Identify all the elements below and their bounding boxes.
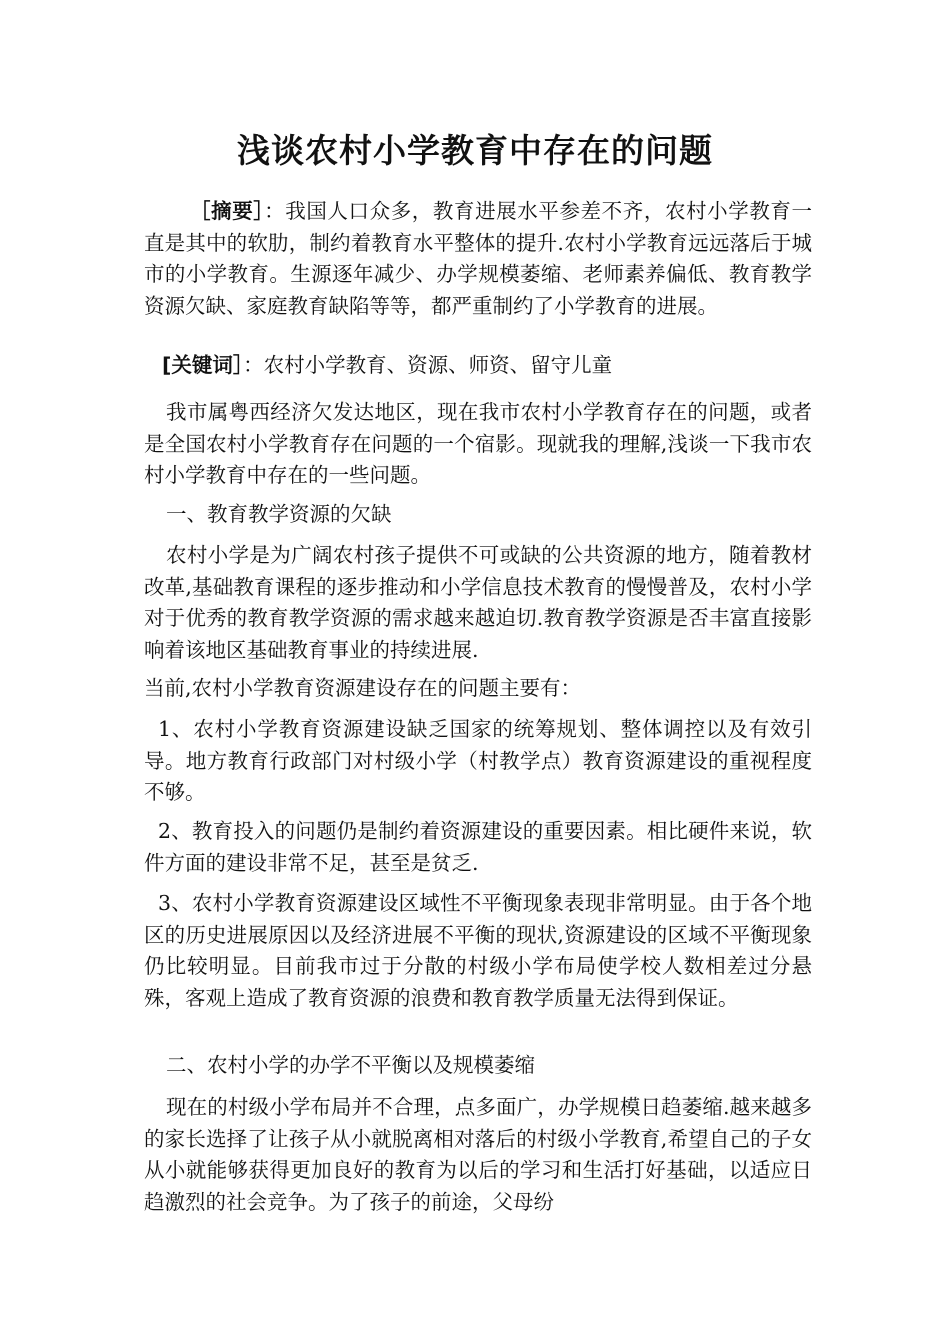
list-item-3: 3、农村小学教育资源建设区域性不平衡现象表现非常明显。由于各个地区的历史进展原因以及经济进展不平衡的现状,资源建设的区域不平衡现象仍比较明显。目前我市过于分散的村级小学布局使学校人数相差过分悬殊，客观上造成了教育资源的浪费和教育教学质量无法得到保证。 <box>144 891 812 1010</box>
intro-paragraph: 我市属粤西经济欠发达地区，现在我市农村小学教育存在的问题，或者是全国农村小学教育存在问题的一个宿影。现就我的理解,浅谈一下我市农村小学教育中存在的一些问题。 <box>144 400 812 487</box>
section-heading-1: 一、教育教学资源的欠缺 <box>166 502 392 526</box>
document-title: 浅谈农村小学教育中存在的问题 <box>237 131 713 170</box>
abstract-paragraph <box>144 196 812 322</box>
keywords-text: ：农村小学教育、资源、师资、留守儿童 <box>243 353 613 377</box>
body-paragraph: 现在的村级小学布局并不合理，点多面广，办学规模日趋萎缩.越来越多的家长选择了让孩子从小就脱离相对落后的村级小学教育,希望自己的子女从小就能够获得更加良好的教育为以后的学习和生活打好基础，以适应日趋激烈的社会竞争。为了孩子的前途，父母纷 <box>144 1095 812 1214</box>
keywords-label: [关键词］ <box>162 353 244 377</box>
section-heading-2: 二、农村小学的办学不平衡以及规模萎缩 <box>166 1053 535 1077</box>
keywords-paragraph <box>144 350 812 382</box>
list-item-2: 2、教育投入的问题仍是制约着资源建设的重要因素。相比硬件来说，软件方面的建设非常不足，甚至是贫乏. <box>144 819 812 875</box>
body-paragraph: 农村小学是为广阔农村孩子提供不可或缺的公共资源的地方，随着教材改革,基础教育课程的逐步推动和小学信息技术教育的慢慢普及，农村小学对于优秀的教育教学资源的需求越来越迫切.教育教学资源是否丰富直接影响着该地区基础教育事业的持续进展. <box>144 543 812 662</box>
list-item-1: 1、农村小学教育资源建设缺乏国家的统筹规划、整体调控以及有效引导。地方教育行政部门对村级小学（村教学点）教育资源建设的重视程度不够。 <box>144 717 812 804</box>
abstract-text: ：我国人口众多，教育进展水平参差不齐，农村小学教育一直是其中的软肋，制约着教育水平整体的提升.农村小学教育远远落后于城市的小学教育。生源逐年减少、办学规模萎缩、老师素养偏低、教育教学资源欠缺、家庭教育缺陷等等，都严重制约了小学教育的进展。 <box>144 199 813 318</box>
abstract-label: ［摘要］ <box>190 199 265 223</box>
body-paragraph: 当前,农村小学教育资源建设存在的问题主要有： <box>144 676 582 700</box>
